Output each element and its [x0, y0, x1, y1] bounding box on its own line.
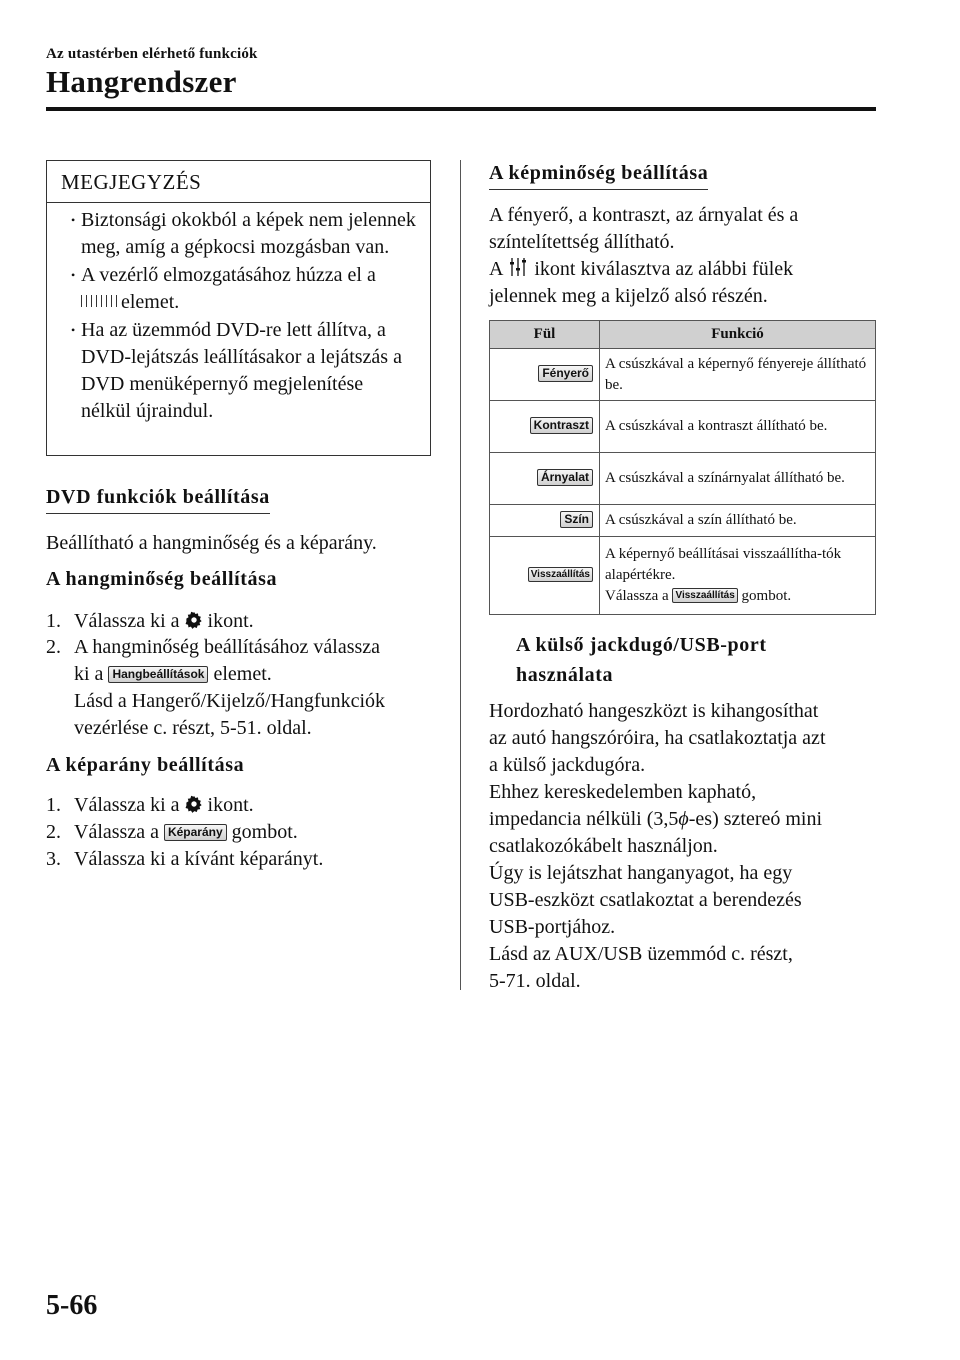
step-text: Válassza ki a: [74, 610, 180, 632]
paragraph-line: színtelítettség állítható.: [489, 231, 675, 253]
color-tab-button[interactable]: Szín: [560, 511, 593, 528]
note-title: MEGJEGYZÉS: [47, 161, 430, 203]
paragraph-line: Hordozható hangeszközt is kihangosíthat: [489, 700, 819, 722]
note-bullet-text: A vezérlő elmozgatásához húzza el a: [81, 264, 376, 286]
paragraph-line: ikont kiválasztva az alábbi fülek: [534, 258, 794, 280]
aspect-ratio-button[interactable]: Képarány: [164, 824, 227, 841]
sound-settings-button[interactable]: Hangbeállítások: [108, 666, 208, 683]
diameter-symbol: ϕ: [678, 808, 689, 830]
function-cell: A csúszkával a színárnyalat állítható be.: [600, 453, 876, 505]
tint-tab-button[interactable]: Árnyalat: [537, 469, 593, 486]
page-title: Hangrendszer: [46, 64, 237, 99]
aspect-step-2: [46, 819, 436, 846]
paragraph-line: jelennek meg a kijelző alsó részén.: [489, 285, 768, 307]
bullet-dot: •: [71, 213, 76, 227]
step-number: 2.: [46, 821, 61, 843]
paragraph-line: a külső jackdugóra.: [489, 754, 646, 776]
aux-usb-body: [489, 698, 826, 995]
step-number: 3.: [46, 848, 61, 870]
table-row: [490, 505, 876, 537]
function-text: Válassza a: [605, 588, 669, 604]
paragraph-line: Ehhez kereskedelemben kapható,: [489, 781, 757, 803]
step-text: ikont.: [207, 610, 254, 632]
section-subtitle: Az utastérben elérhető funkciók: [46, 46, 258, 62]
note-bullet: [61, 207, 416, 261]
note-bullet-text: Ha az üzemmód DVD-re lett állítva, a DVD-lejátszás leállításakor a lejátszás a DVD menüképernyő megjelenítése nélkül újraindul.: [81, 319, 402, 422]
contrast-tab-button[interactable]: Kontraszt: [530, 417, 593, 434]
aspect-step-1: [46, 792, 436, 819]
function-cell: [600, 537, 876, 615]
paragraph-line: -es) sztereó mini: [688, 808, 823, 830]
picture-settings-table: [489, 320, 876, 615]
header-rule: [46, 107, 876, 111]
note-bullet-text: Biztonsági okokból a képek nem jelennek meg, amíg a gépkocsi mozgásban van.: [81, 209, 416, 258]
table-row: [490, 349, 876, 401]
step-number: 1.: [46, 794, 61, 816]
function-cell: A csúszkával a szín állítható be.: [600, 505, 876, 537]
dvd-settings-heading-text: DVD funkciók beállítása: [46, 486, 270, 514]
step-text: Válassza ki a: [74, 794, 180, 816]
step-number: 1.: [46, 610, 61, 632]
bullet-dot: •: [71, 323, 76, 337]
paragraph-line: USB-eszközt csatlakoztat a berendezés: [489, 889, 802, 911]
settings-gear-icon: [185, 795, 203, 813]
aux-usb-heading: [516, 630, 767, 690]
note-bullet: [61, 262, 416, 316]
paragraph-line: Lásd az AUX/USB üzemmód c. részt,: [489, 943, 793, 965]
equalizer-icon: [507, 256, 529, 278]
picture-quality-heading: [489, 162, 708, 185]
page-number: 5-66: [46, 1290, 98, 1321]
paragraph-line: az autó hangszóróira, ha csatlakoztatja azt: [489, 727, 826, 749]
column-divider: [460, 160, 461, 990]
drag-handle-icon: [81, 295, 117, 307]
step-text: ikont.: [207, 794, 254, 816]
note-bullet: [61, 317, 416, 425]
note-bullet-text: elemet.: [121, 291, 180, 313]
step-text: elemet.: [213, 663, 272, 685]
step-text: gombot.: [231, 821, 298, 843]
aspect-step-3: [46, 846, 436, 873]
paragraph-line: USB-portjához.: [489, 916, 616, 938]
table-header-tab: Fül: [490, 321, 600, 349]
step-text: A hangminőség beállításához válassza: [74, 636, 381, 658]
table-row: [490, 401, 876, 453]
heading-line: használata: [516, 664, 614, 686]
tab-cell: [490, 349, 600, 401]
picture-quality-heading-text: A képminőség beállítása: [489, 162, 708, 190]
aspect-ratio-heading: A képarány beállítása: [46, 754, 245, 776]
reset-button[interactable]: Visszaállítás: [672, 588, 737, 603]
paragraph-line: Úgy is lejátszhat hanganyagot, ha egy: [489, 862, 793, 884]
paragraph-line: A: [489, 258, 503, 280]
step-number: 2.: [46, 636, 61, 658]
tab-cell: [490, 401, 600, 453]
heading-line: A külső jackdugó/USB-port: [516, 634, 767, 656]
tab-cell: [490, 453, 600, 505]
bullet-dot: •: [71, 268, 76, 282]
function-text: gombot.: [741, 588, 792, 604]
brightness-tab-button[interactable]: Fényerő: [538, 365, 593, 382]
settings-gear-icon: [185, 611, 203, 629]
paragraph-line: csatlakozókábelt használjon.: [489, 835, 718, 857]
note-box: [46, 160, 431, 456]
tab-cell: [490, 537, 600, 615]
table-header-row: [490, 321, 876, 349]
tab-cell: [490, 505, 600, 537]
sound-step-2: [46, 634, 436, 742]
function-cell: A csúszkával a képernyő fényereje állítható be.: [600, 349, 876, 401]
picture-intro: [489, 202, 798, 310]
sound-quality-heading: A hangminőség beállítása: [46, 568, 278, 590]
function-text: A képernyő beállításai visszaállítha-tók alapértékre.: [605, 546, 842, 583]
paragraph-line: impedancia nélküli (3,5: [489, 808, 679, 830]
sound-step-1: [46, 608, 436, 635]
paragraph-line: 5-71. oldal.: [489, 970, 581, 992]
dvd-settings-heading: [46, 486, 270, 509]
note-body: [47, 203, 430, 425]
table-row: [490, 453, 876, 505]
dvd-intro: Beállítható a hangminőség és a képarány.: [46, 532, 377, 554]
table-row: [490, 537, 876, 615]
step-text: Válassza a: [74, 821, 159, 843]
step-text: Lásd a Hangerő/Kijelző/Hangfunkciók: [74, 690, 386, 712]
table-header-function: Funkció: [600, 321, 876, 349]
step-text: ki a: [74, 663, 104, 685]
step-text: Válassza ki a kívánt képarányt.: [74, 848, 324, 870]
step-text: vezérlése c. részt, 5-51. oldal.: [74, 717, 312, 739]
function-cell: A csúszkával a kontraszt állítható be.: [600, 401, 876, 453]
paragraph-line: A fényerő, a kontraszt, az árnyalat és a: [489, 204, 799, 226]
reset-tab-button[interactable]: Visszaállítás: [528, 567, 593, 582]
